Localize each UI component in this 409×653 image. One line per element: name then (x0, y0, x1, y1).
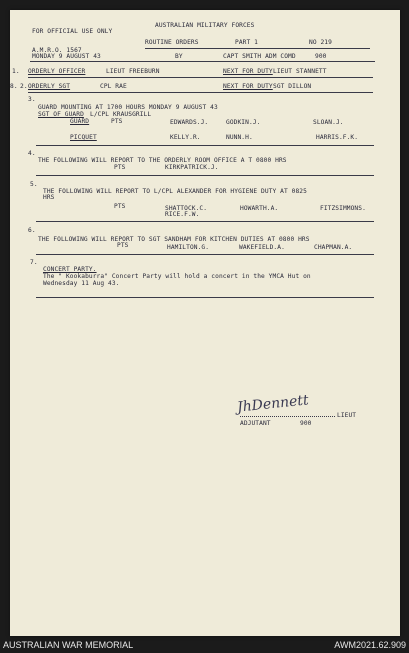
signature-unit: 900 (300, 420, 312, 427)
forces-title: AUSTRALIAN MILITARY FORCES (155, 22, 255, 29)
item-5-rule (36, 221, 374, 222)
signature-rank: LIEUT (337, 412, 357, 419)
signature-scrawl: JhDennett (236, 392, 310, 416)
guard-name: SLOAN.J. (313, 119, 344, 126)
orderly-sgt-label: ORDERLY SGT (28, 83, 71, 90)
item-6-name: WAKEFIELD.A. (239, 244, 285, 251)
sgt-of-guard-value: L/CPL KRAUSGRILL (90, 111, 152, 118)
item-5-name: SHATTOCK.C. (165, 205, 208, 212)
item-5-name: HOWARTH.A. (240, 205, 279, 212)
guard-mounting-text: GUARD MOUNTING AT 1700 HOURS MONDAY 9 AUGUST 43 (38, 104, 218, 111)
item-1-number: 1. (12, 68, 20, 75)
guard-pts: PTS (111, 118, 123, 125)
header-bottom-rule (30, 61, 375, 62)
item-6-name: HAMILTON.G. (167, 244, 210, 251)
item-2-number: 2. (20, 83, 28, 90)
picquet-name: NUNN.H. (226, 134, 253, 141)
signature-role: ADJUTANT (240, 420, 271, 427)
concert-party-line-1: The " Kookaburra" Concert Party will hold a concert in the YMCA Hut on (43, 273, 311, 280)
item-5-text-2: HRS (43, 194, 55, 201)
issuer: CAPT SMITH ADM COMD (223, 53, 296, 60)
guard-name: EDWARDS.J. (170, 119, 209, 126)
document-page (10, 10, 400, 636)
by-label: BY (175, 53, 183, 60)
item-7-number: 7. (30, 259, 38, 266)
item-6-pts: PTS (117, 242, 129, 249)
next-duty-value-1: LIEUT STANNETT (273, 68, 327, 75)
picquet-name: KELLY.R. (170, 134, 201, 141)
sgt-of-guard-label: SGT OF GUARD (38, 111, 84, 118)
item-4-pts: PTS (114, 164, 126, 171)
item-5-text: THE FOLLOWING WILL REPORT TO L/CPL ALEXANDER FOR HYGIENE DUTY AT 0825 (43, 188, 307, 195)
guard-label: GUARD (70, 118, 90, 125)
item-1-rule (28, 77, 373, 78)
item-3-rule (36, 145, 374, 146)
item-5-name: RICE.F.W. (165, 211, 200, 218)
next-duty-label-2: NEXT FOR DUTY (223, 83, 273, 90)
footer-institution: AUSTRALIAN WAR MEMORIAL (3, 640, 134, 650)
header-rule (145, 48, 370, 49)
item-4-rule (36, 175, 374, 176)
official-use-label: FOR OFFICIAL USE ONLY (32, 28, 113, 35)
item-2-prefix: 8. (10, 83, 18, 90)
picquet-label: PICQUET (70, 134, 97, 141)
orderly-sgt-value: CPL RAE (100, 83, 127, 90)
item-7-rule (36, 297, 374, 298)
item-4-name: KIRKPATRICK.J. (165, 164, 219, 171)
signature-line (240, 416, 335, 417)
amro-ref: A.M.R.O. 1567 (32, 47, 82, 54)
guard-name: GODKIN.J. (226, 119, 261, 126)
orderly-officer-label: ORDERLY OFFICER (28, 68, 86, 75)
item-6-text: THE FOLLOWING WILL REPORT TO SGT SANDHAM FOR KITCHEN DUTIES AT 0800 HRS (38, 236, 310, 243)
orderly-officer-value: LIEUT FREEBURN (106, 68, 160, 75)
item-4-text: THE FOLLOWING WILL REPORT TO THE ORDERLY ROOM OFFICE A T 0800 HRS (38, 157, 287, 164)
item-4-number: 4. (28, 150, 36, 157)
order-date: MONDAY 9 AUGUST 43 (32, 53, 101, 60)
next-duty-label-1: NEXT FOR DUTY (223, 68, 273, 75)
order-number: NO 219 (309, 39, 332, 46)
item-5-name: FITZSIMMONS. (320, 205, 366, 212)
footer-catalog-id: AWM2021.62.909 (334, 640, 406, 650)
concert-party-title: CONCERT PARTY. (43, 266, 97, 273)
issuer-unit: 900 (315, 53, 327, 60)
concert-party-line-2: Wednesday 11 Aug 43. (43, 280, 120, 287)
item-6-number: 6. (28, 227, 36, 234)
item-3-number: 3. (28, 96, 36, 103)
item-5-number: 5. (30, 181, 38, 188)
item-6-name: CHAPMAN.A. (314, 244, 353, 251)
picquet-name: HARRIS.F.K. (316, 134, 359, 141)
item-6-rule (36, 254, 374, 255)
item-2-rule (28, 92, 373, 93)
item-5-pts: PTS (114, 203, 126, 210)
part-label: PART 1 (235, 39, 258, 46)
next-duty-value-2: SGT DILLON (273, 83, 312, 90)
routine-orders-label: ROUTINE ORDERS (145, 39, 199, 46)
